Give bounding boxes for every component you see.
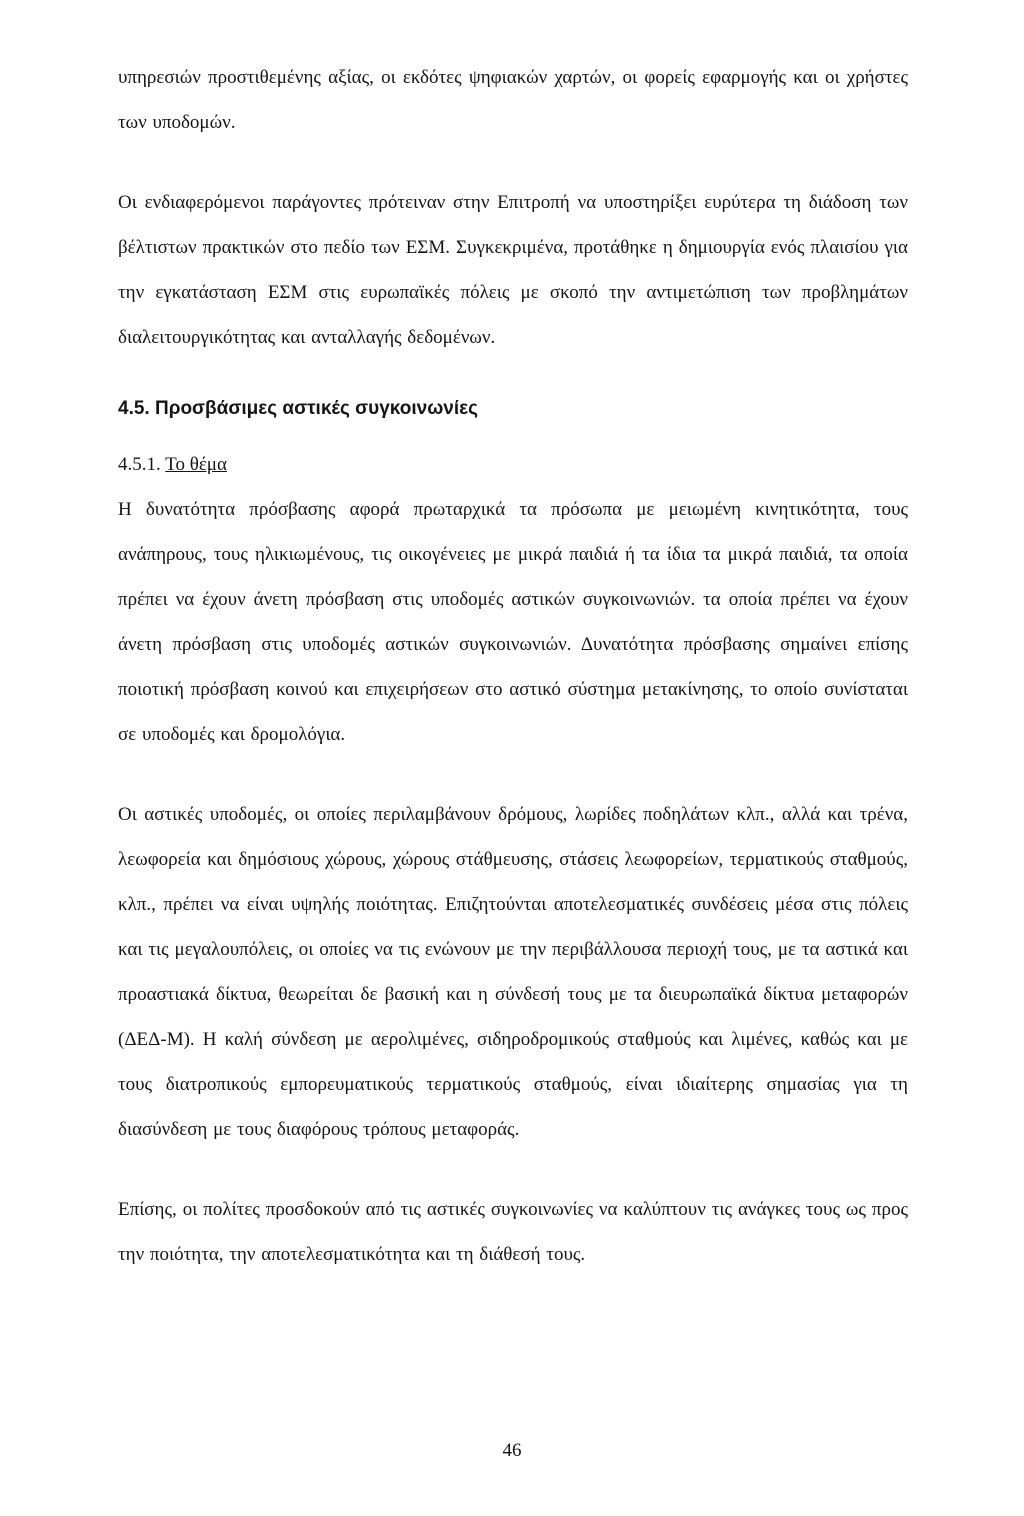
paragraph: Οι αστικές υποδομές, οι οποίες περιλαμβάνουν δρόμους, λωρίδες ποδηλάτων κλπ., αλλά και τρένα, λεωφορεία και δημόσιους χώρους, χώρους στάθμευσης, στάσεις λεωφορείων, τερματικούς σταθμούς, κλπ., πρέπει να είναι υψηλής ποιότητας. Επιζητούνται αποτελεσματικές συνδέσεις μέσα στις πόλεις και τις μεγαλουπόλεις, οι οποίες να τις ενώνουν με την περιβάλλουσα περιοχή τους, με τα αστικά και προαστιακά δίκτυα, θεωρείται δε βασική και η σύνδεσή τους με τα διευρωπαϊκά δίκτυα μεταφορών (ΔΕΔ-Μ). Η καλή σύνδεση με αερολιμένες, σιδηροδρομικούς σταθμούς και λιμένες, καθώς και με τους διατροπικούς εμπορευματικούς τερματικούς σταθμούς, είναι ιδιαίτερης σημασίας για τη διασύνδεση με τους διαφόρους τρόπους μεταφοράς.	[118, 804, 908, 1140]
subsection-heading	[118, 443, 908, 487]
document-page	[118, 55, 908, 1277]
paragraph: υπηρεσιών προστιθεμένης αξίας, οι εκδότες ψηφιακών χαρτών, οι φορείς εφαρμογής και οι χρήστες των υποδομών.	[118, 67, 908, 133]
subsection-number: 4.5.1.	[118, 454, 161, 475]
paragraph: Επίσης, οι πολίτες προσδοκούν από τις αστικές συγκοινωνίες να καλύπτουν τις ανάγκες τους ως προς την ποιότητα, την αποτελεσματικότητα και τη διάθεσή τους.	[118, 1199, 908, 1265]
section-heading: 4.5. Προσβάσιμες αστικές συγκοινωνίες	[118, 398, 478, 419]
paragraph: Οι ενδιαφερόμενοι παράγοντες πρότειναν στην Επιτροπή να υποστηρίξει ευρύτερα τη διάδοση των βέλτιστων πρακτικών στο πεδίο των ΕΣΜ. Συγκεκριμένα, προτάθηκε η δημιουργία ενός πλαισίου για την εγκατάσταση ΕΣΜ στις ευρωπαϊκές πόλεις με σκοπό την αντιμετώπιση των προβλημάτων διαλειτουργικότητας και ανταλλαγής δεδομένων.	[118, 192, 908, 348]
page-number: 46	[502, 1440, 522, 1461]
paragraph: Η δυνατότητα πρόσβασης αφορά πρωταρχικά τα πρόσωπα με μειωμένη κινητικότητα, τους ανάπηρους, τους ηλικιωμένους, τις οικογένειες με μικρά παιδιά ή τα ίδια τα μικρά παιδιά, τα οποία πρέπει να έχουν άνετη πρόσβαση στις υποδομές αστικών συγκοινωνιών. τα οποία πρέπει να έχουν άνετη πρόσβαση στις υποδομές αστικών συγκοινωνιών. Δυνατότητα πρόσβασης σημαίνει επίσης ποιοτική πρόσβαση κοινού και επιχειρήσεων στο αστικό σύστημα μετακίνησης, το οποίο συνίσταται σε υποδομές και δρομολόγια.	[118, 499, 908, 745]
subsection-title: Το θέμα	[165, 454, 227, 475]
